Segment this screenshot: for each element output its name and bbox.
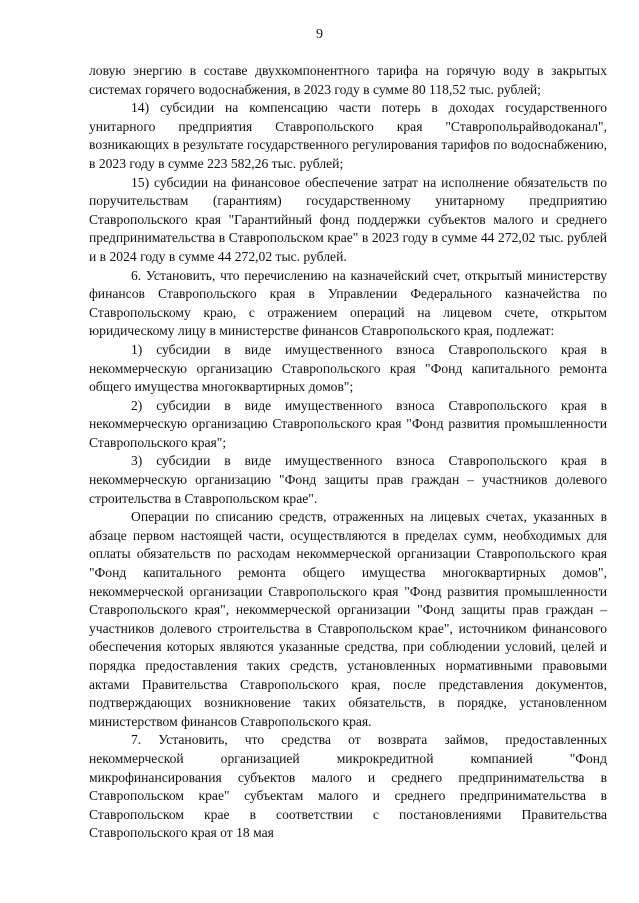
paragraph-section-6-item-1: 1) субсидии в виде имущественного взноса Ставропольского края в некоммерческую организацию Ставропольского края "Фонд капитального ремонта общего имущества многоквартирных домов"; <box>89 341 607 395</box>
paragraph-continuation: ловую энергию в составе двухкомпонентного тарифа на горячую воду в закрытых системах горячего водоснабжения, в 2023 году в сумме 80 118,52 тыс. рублей; <box>89 63 607 97</box>
paragraph-section-6-item-2: 2) субсидии в виде имущественного взноса Ставропольского края в некоммерческую организацию Ставропольского края "Фонд развития промышленности Ставропольского края"; <box>89 397 607 450</box>
paragraph-section-6-item-3: 3) субсидии в виде имущественного взноса Ставропольского края в некоммерческую организацию "Фонд защиты прав граждан – участников долевого строительства в Ставропольском крае". <box>89 453 607 506</box>
page-number: 9 <box>316 27 323 42</box>
paragraph-item-14: 14) субсидии на компенсацию части потерь в доходах государственного унитарного предприятия Ставропольского края "Ставропольрайводоканал", возникающих в результате государственного регулирования тарифов по водоснабжению, в 2023 году в сумме 223 582,26 тыс. рублей; <box>89 100 607 171</box>
paragraph-section-7: 7. Установить, что средства от возврата займов, предоставленных некоммерческой организацией микрокредитной компанией "Фонд микрофинансирования субъектов малого и среднего предпринимательства в Ставропольском крае" субъектам малого и среднего предпринимательства в Ставропольском крае в соответствии с постановлениями Правительства Ставропольского края от 18 мая <box>89 732 607 841</box>
paragraph-item-15: 15) субсидии на финансовое обеспечение затрат на исполнение обязательств по поручительствам (гарантиям) государственному унитарному предприятию Ставропольского края "Гарантийный фонд поддержки субъектов малого и среднего предпринимательства в Ставропольском крае" в 2023 году в сумме 44 272,02 тыс. рублей и в 2024 году в сумме 44 272,02 тыс. рублей. <box>89 174 607 264</box>
paragraph-section-6: 6. Установить, что перечислению на казначейский счет, открытый министерству финансов Ставропольского края в Управлении Федерального казначейства по Ставропольскому краю, с отражением операций на лицевом счете, открытом юридическому лицу в министерстве финансов Ставропольского края, подлежат: <box>89 267 607 339</box>
paragraph-operations: Операции по списанию средств, отраженных на лицевых счетах, указанных в абзаце первом настоящей части, осуществляются в пределах сумм, необходимых для оплаты обязательств по расходам некоммерческой организации Ставропольского края "Фонд капитального ремонта общего имущества многоквартирных домов", некоммерческой организации Ставропольского края "Фонд развития промышленности Ставропольского края", некоммерческой организации "Фонд защиты прав граждан – участников долевого строительства в Ставропольском крае", источником финансового обеспечения которых являются указанные средства, при соблюдении условий, целей и порядка предоставления таких средств, установленных нормативными правовыми актами Правительства Ставропольского края, после представления документов, подтверждающих возникновение таких обязательств, в порядке, установленном министерством финансов Ставропольского края. <box>89 509 607 729</box>
document-body <box>89 62 607 843</box>
